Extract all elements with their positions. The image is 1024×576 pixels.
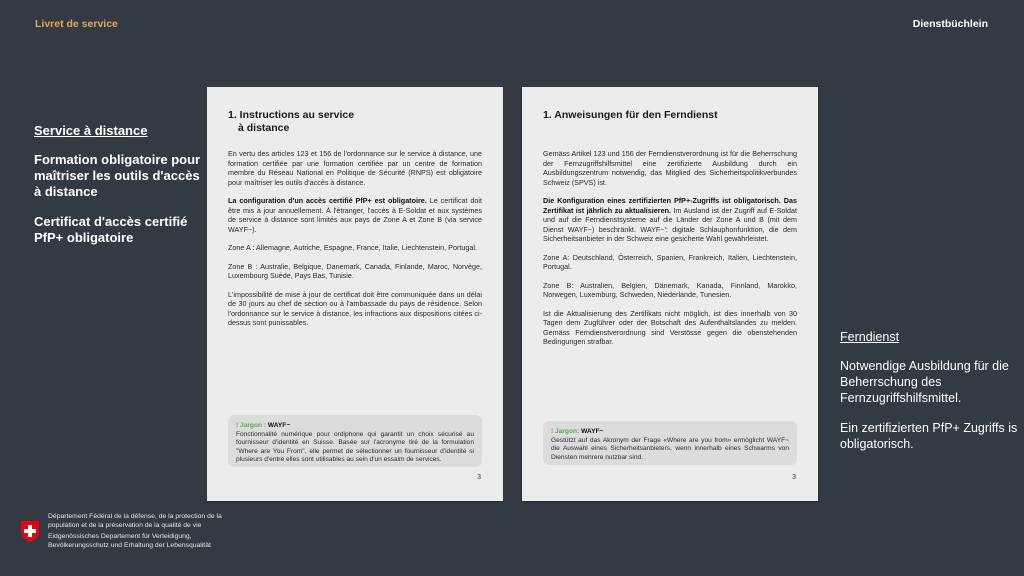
page-number: 3 <box>477 474 481 481</box>
jargon-definition: Gestützt auf das Akronym der Frage «Where are you from» ermöglicht WAYF~ die Auswahl eines Sicherheitsanbieters, wenn innerhalb eines Schwarms von Diensten mehrere nutzbar sind. <box>551 436 789 461</box>
jargon-box-fr <box>228 415 482 467</box>
sidebar-point: Formation obligatoire pour maîtriser les outils d'accès à distance <box>34 152 201 199</box>
document-page-fr <box>207 87 503 501</box>
footer-department <box>48 513 248 550</box>
jargon-definition: Fonctionnalité numérique pour ordiphone qui garantit un choix sécurisé au fournisseur d'identité en Suisse. Basée sur l'acronyme tiré de la formulation "Where are You From", elle permet de sélectionner un fournisseur d'identité si plusieurs d'entre elles sont utilisables au sein d'un essaim de services. <box>236 430 474 464</box>
sidebar-point: Notwendige Ausbildung für die Beherrschung des Fernzugriffshilfsmittel. <box>840 359 1009 405</box>
zone-b-list: Zone B: Australien, Belgien, Dänemark, Kanada, Finnland, Marokko, Norwegen, Luxemburg, Schweden, Niederlande, Tunesien. <box>543 280 797 299</box>
sidebar-summary-fr <box>34 123 204 260</box>
paragraph <box>228 196 482 234</box>
page-body-fr <box>228 149 482 337</box>
bold-text: La configuration d'un accès certifié PfP+ est obligatoire. <box>228 196 427 205</box>
page-title-fr <box>228 109 354 135</box>
page-title-line: 1. Instructions au service <box>228 109 355 121</box>
sidebar-heading-fr[interactable]: Service à distance <box>34 123 148 138</box>
header-title-de: Dienstbüchlein <box>912 18 988 30</box>
page-body-de <box>543 149 797 356</box>
sidebar-point: Ein zertifizierten PfP+ Zugriffs is obligatorisch. <box>840 421 1018 451</box>
zone-a-list: Zone A : Allemagne, Autriche, Espagne, France, Italie, Liechtenstein, Portugal. <box>228 243 477 252</box>
header-title-fr: Livret de service <box>35 18 118 30</box>
paragraph-text: Le certificat doit être mis à jour annuellement. À l'étranger, l'accès à E-Soldat et aux systèmes de service à distance sont limités aux pays de Zone A et Zone B (via service WAYF~). <box>228 196 482 234</box>
jargon-label: ! Jargon: <box>551 428 580 435</box>
sidebar-point: Certificat d'accès certifié PfP+ obligatoire <box>34 214 188 245</box>
jargon-term: WAYF~ <box>581 428 604 435</box>
page-number: 3 <box>792 474 796 481</box>
swiss-emblem-icon <box>20 519 40 543</box>
paragraph: Gemäss Artikel 123 und 156 der Ferndienstverordnung ist für die Beherrschung der Fernzugriffshilfsmittel eine zertifizierte Ausbildung durch ein Ausbildungszentrum notwendig, das Mitglied des Sicherheitspolitikverbundes Schweiz (SPVS) ist. <box>543 149 797 187</box>
department-name-fr: Département Fédéral de la défense, de la protection de la population et de la préservation de la qualité de vie <box>48 513 222 529</box>
sidebar-summary-de <box>840 330 1020 466</box>
paragraph-text: Im Ausland ist der Zugriff auf E-Soldat und auf die Ferndienstsysteme auf die Länder der Zone A und B (mit dem Dienst WAYF~) beschränkt. WAYF~': digitale Schlauphonfunktion, die dem Sicherheitsanbieter in der Schweiz eine gesicherte Wahl gewährleistet. <box>543 205 797 243</box>
jargon-label: ! Jargon : <box>236 422 267 429</box>
paragraph <box>543 196 797 244</box>
page-title-de: 1. Anweisungen für den Ferndienst <box>543 109 718 121</box>
jargon-term: WAYF~ <box>267 422 291 429</box>
jargon-box-de <box>543 421 797 465</box>
paragraph: En vertu des articles 123 et 156 de l'ordonnance sur le service à distance, une formation certifiée par une formation certifiée par un centre de formation membre du Réseau National en Politique de Sécurité (RNPS) est obligatoire pour maîtriser les outils d'accès à distance. <box>228 149 482 187</box>
zone-a-list: Zone A: Deutschland, Österreich, Spanien, Frankreich, Italien, Liechtenstein, Portugal. <box>543 252 797 271</box>
zone-b-list: Zone B : Australie, Belgique, Danemark, Canada, Finlande, Maroc, Norvège, Luxembourg Suède, Pays Bas, Tunisie. <box>228 261 482 280</box>
footer <box>20 513 248 550</box>
paragraph: Ist die Aktualisierung des Zertifikats nicht möglich, ist dies innerhalb von 30 Tagen dem Zugführer oder der Botschaft des Aufenthaltslandes zu melden. Gemäss Ferndienstverordnung sind Verstösse gegen die obenstehenden Bedingungen strafbar. <box>543 308 797 346</box>
page-title-line: à distance <box>238 122 290 134</box>
paragraph: L'impossibilité de mise à jour de certificat doit être communiquée dans un délai de 30 jours au chef de section ou à l'ambassade du pays de résidence. Selon l'ordonnance sur le service à distance, les infractions aux dispositions citées ci-dessus sont punissables. <box>228 289 482 327</box>
sidebar-heading-de[interactable]: Ferndienst <box>840 330 900 344</box>
department-name-de: Eidgenössisches Departement für Verteidigung, Bevölkerungsschutz und Erhaltung der Lebensqualität <box>48 533 211 549</box>
bold-text: Die Konfiguration eines zertifizierten PfP+-Zugriffs ist obligatorisch. Das Zertifikat ist jährlich zu aktualisieren. <box>543 196 797 215</box>
document-page-de <box>522 87 818 501</box>
